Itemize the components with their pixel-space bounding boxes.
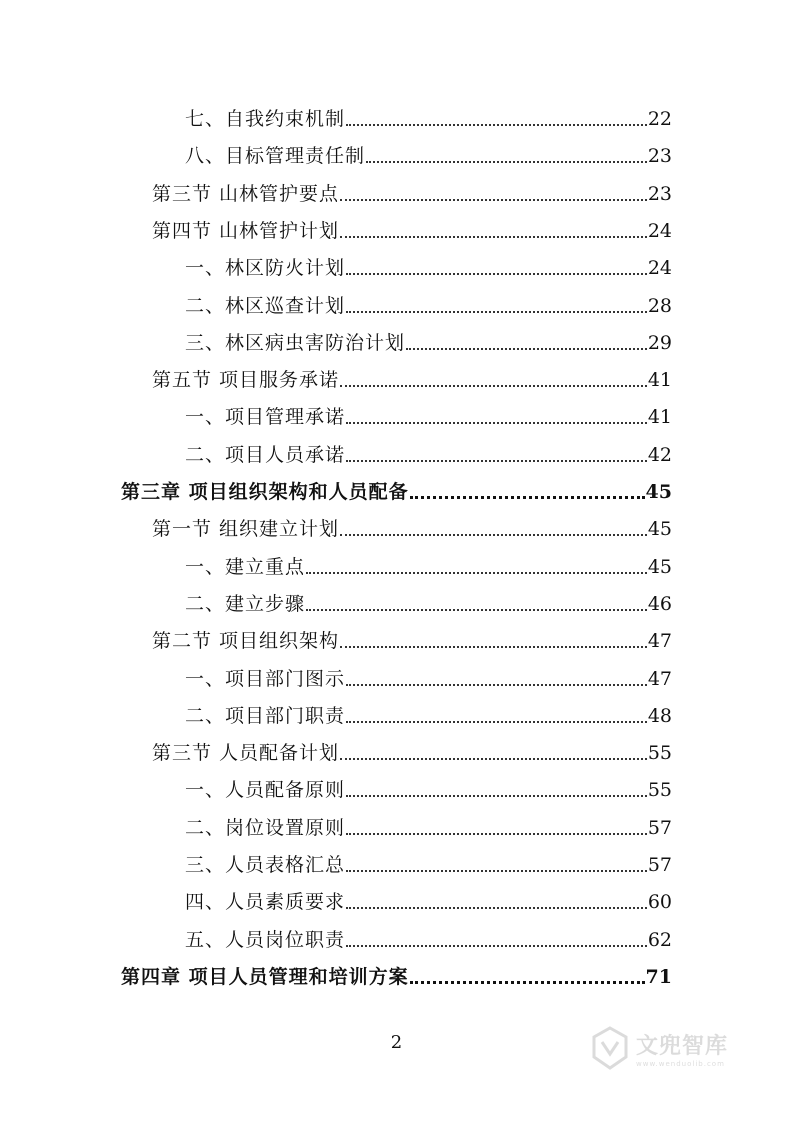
- toc-entry-title: 七、自我约束机制: [185, 108, 346, 130]
- toc-entry[interactable]: [0, 585, 793, 615]
- toc-dot-leader: [346, 945, 647, 947]
- toc-entry-title: 一、林区防火计划: [185, 257, 346, 279]
- toc-entry-title: 第三节 山林管护要点: [152, 183, 340, 205]
- toc-entry-page: 23: [647, 145, 672, 167]
- toc-entry-title: 一、人员配备原则: [185, 779, 346, 801]
- page-number: 2: [390, 1032, 403, 1053]
- toc-entry[interactable]: [0, 809, 793, 839]
- toc-dot-leader: [410, 496, 645, 499]
- toc-entry-page: 23: [647, 183, 672, 205]
- toc-entry[interactable]: [0, 883, 793, 913]
- toc-entry-page: 22: [647, 108, 672, 130]
- toc-dot-leader: [340, 199, 647, 201]
- toc-entry-title: 二、岗位设置原则: [185, 817, 346, 839]
- toc-entry-title: 二、项目部门职责: [185, 705, 346, 727]
- toc-entry-title: 第四节 山林管护计划: [152, 220, 340, 242]
- toc-dot-leader: [346, 124, 647, 126]
- toc-entry-title: 三、林区病虫害防治计划: [185, 332, 406, 354]
- toc-entry[interactable]: [0, 548, 793, 578]
- toc-entry[interactable]: [0, 622, 793, 652]
- toc-entry-title: 八、目标管理责任制: [185, 145, 366, 167]
- toc-entry-title: 第三节 人员配备计划: [152, 742, 340, 764]
- toc-entry-page: 41: [647, 369, 672, 391]
- toc-entry-title: 第二节 项目组织架构: [152, 630, 340, 652]
- toc-entry-title: 第三章 项目组织架构和人员配备: [121, 481, 409, 503]
- toc-entry-title: 一、项目部门图示: [185, 668, 346, 690]
- toc-entry[interactable]: [0, 249, 793, 279]
- toc-entry-page: 24: [647, 257, 672, 279]
- toc-entry-title: 第一节 组织建立计划: [152, 518, 340, 540]
- toc-dot-leader: [346, 795, 647, 797]
- toc-entry-page: 62: [647, 929, 672, 951]
- toc-dot-leader: [340, 758, 647, 760]
- toc-dot-leader: [346, 833, 647, 835]
- toc-entry-page: 55: [647, 779, 672, 801]
- toc-entry-page: 45: [647, 518, 672, 540]
- toc-entry-page: 41: [647, 406, 672, 428]
- toc-entry-page: 48: [647, 705, 672, 727]
- toc-entry[interactable]: [0, 100, 793, 130]
- toc-dot-leader: [366, 161, 647, 163]
- toc-entry-page: 28: [647, 295, 672, 317]
- toc-entry-page: 46: [647, 593, 672, 615]
- toc-entry-title: 三、人员表格汇总: [185, 854, 346, 876]
- toc-entry-page: 45: [647, 556, 672, 578]
- toc-dot-leader: [346, 273, 647, 275]
- toc-dot-leader: [406, 348, 647, 350]
- watermark-url: www.wenduolib.com: [636, 1059, 725, 1068]
- toc-dot-leader: [346, 684, 647, 686]
- toc-entry[interactable]: [0, 921, 793, 951]
- watermark-logo-icon: [590, 1026, 630, 1070]
- toc-entry[interactable]: [0, 436, 793, 466]
- toc-entry[interactable]: [0, 137, 793, 167]
- toc-entry-page: 60: [647, 891, 672, 913]
- toc-entry-title: 二、建立步骤: [185, 593, 306, 615]
- toc-entry[interactable]: [0, 212, 793, 242]
- watermark-name: 文兜智库: [636, 1033, 729, 1059]
- toc-dot-leader: [306, 572, 647, 574]
- toc-entry[interactable]: [0, 734, 793, 764]
- toc-entry-page: 24: [647, 220, 672, 242]
- toc-entry-title: 五、人员岗位职责: [185, 929, 346, 951]
- toc-entry-title: 二、林区巡查计划: [185, 295, 346, 317]
- toc-entry[interactable]: [0, 660, 793, 690]
- toc-entry-title: 二、项目人员承诺: [185, 444, 346, 466]
- watermark: [590, 1020, 760, 1076]
- toc-entry-page: 57: [647, 854, 672, 876]
- toc-entry-page: 71: [645, 966, 672, 988]
- toc-dot-leader: [410, 981, 645, 984]
- toc-entry-page: 45: [645, 481, 672, 503]
- toc-dot-leader: [346, 422, 647, 424]
- toc-entry[interactable]: [0, 175, 793, 205]
- toc-entry-page: 57: [647, 817, 672, 839]
- toc-entry[interactable]: [0, 846, 793, 876]
- toc-entry-page: 47: [647, 668, 672, 690]
- toc-entry-page: 42: [647, 444, 672, 466]
- toc-entry[interactable]: [0, 361, 793, 391]
- toc-dot-leader: [346, 460, 647, 462]
- toc-entry[interactable]: [0, 398, 793, 428]
- toc-dot-leader: [346, 311, 647, 313]
- toc-entry-page: 55: [647, 742, 672, 764]
- toc-entry[interactable]: [0, 473, 793, 503]
- toc-dot-leader: [340, 534, 647, 536]
- toc-entry[interactable]: [0, 510, 793, 540]
- toc-entry-title: 第五节 项目服务承诺: [152, 369, 340, 391]
- toc-dot-leader: [346, 721, 647, 723]
- toc-entry-page: 29: [647, 332, 672, 354]
- toc-entry[interactable]: [0, 287, 793, 317]
- toc-dot-leader: [340, 236, 647, 238]
- toc-entry-title: 一、项目管理承诺: [185, 406, 346, 428]
- toc-entry[interactable]: [0, 697, 793, 727]
- toc-entry[interactable]: [0, 771, 793, 801]
- toc-entry-page: 47: [647, 630, 672, 652]
- toc-entry-title: 一、建立重点: [185, 556, 306, 578]
- toc-entry[interactable]: [0, 958, 793, 988]
- toc-dot-leader: [346, 907, 647, 909]
- toc-dot-leader: [340, 385, 647, 387]
- toc-entry-title: 四、人员素质要求: [185, 891, 346, 913]
- toc-entry-title: 第四章 项目人员管理和培训方案: [121, 966, 409, 988]
- toc-entry[interactable]: [0, 324, 793, 354]
- toc-dot-leader: [346, 870, 647, 872]
- toc-dot-leader: [340, 646, 647, 648]
- toc-dot-leader: [306, 609, 647, 611]
